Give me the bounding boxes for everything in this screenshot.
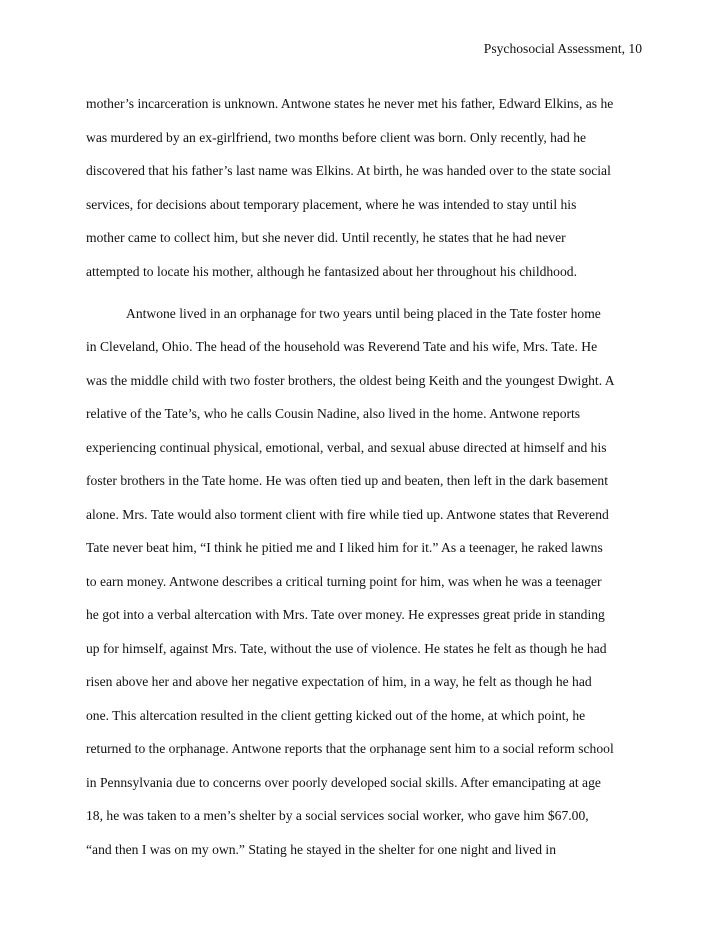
text-line: discovered that his father’s last name was Elkins. At birth, he was handed over to the state social (86, 163, 611, 178)
text-line: to earn money. Antwone describes a critical turning point for him, was when he was a teenager (86, 574, 602, 589)
text-line: mother’s incarceration is unknown. Antwone states he never met his father, Edward Elkins, as he (86, 96, 614, 111)
text-line: alone. Mrs. Tate would also torment client with fire while tied up. Antwone states that Reverend (86, 507, 609, 522)
text-line: attempted to locate his mother, although he fantasized about her throughout his childhood. (86, 264, 577, 279)
text-line: “and then I was on my own.” Stating he stayed in the shelter for one night and lived in (86, 842, 557, 857)
text-line: relative of the Tate’s, who he calls Cousin Nadine, also lived in the home. Antwone reports (86, 406, 581, 421)
text-line: Antwone lived in an orphanage for two years until being placed in the Tate foster home (126, 306, 601, 321)
text-line: one. This altercation resulted in the client getting kicked out of the home, at which point, he (86, 708, 586, 723)
running-head: Psychosocial Assessment, 10 (483, 41, 642, 56)
text-line: returned to the orphanage. Antwone reports that the orphanage sent him to a social reform school (86, 741, 614, 756)
text-line: up for himself, against Mrs. Tate, without the use of violence. He states he felt as though he had (86, 641, 607, 656)
text-line: was the middle child with two foster brothers, the oldest being Keith and the youngest Dwight. A (86, 373, 615, 388)
text-line: risen above her and above her negative expectation of him, in a way, he felt as though he had (86, 674, 592, 689)
text-line: 18, he was taken to a men’s shelter by a social services social worker, who gave him $67.00, (86, 808, 589, 823)
text-line: Tate never beat him, “I think he pitied me and I liked him for it.” As a teenager, he raked lawns (86, 540, 603, 555)
text-line: foster brothers in the Tate home. He was often tied up and beaten, then left in the dark basement (86, 473, 608, 488)
text-line: services, for decisions about temporary placement, where he was intended to stay until his (86, 197, 577, 212)
text-line: mother came to collect him, but she never did. Until recently, he states that he had never (86, 230, 566, 245)
text-line: in Pennsylvania due to concerns over poorly developed social skills. After emancipating at age (86, 775, 601, 790)
text-line: experiencing continual physical, emotional, verbal, and sexual abuse directed at himself and his (86, 440, 607, 455)
text-line: he got into a verbal altercation with Mrs. Tate over money. He expresses great pride in standing (86, 607, 605, 622)
text-line: in Cleveland, Ohio. The head of the household was Reverend Tate and his wife, Mrs. Tate. He (86, 339, 598, 354)
text-line: was murdered by an ex-girlfriend, two months before client was born. Only recently, had he (86, 130, 587, 145)
